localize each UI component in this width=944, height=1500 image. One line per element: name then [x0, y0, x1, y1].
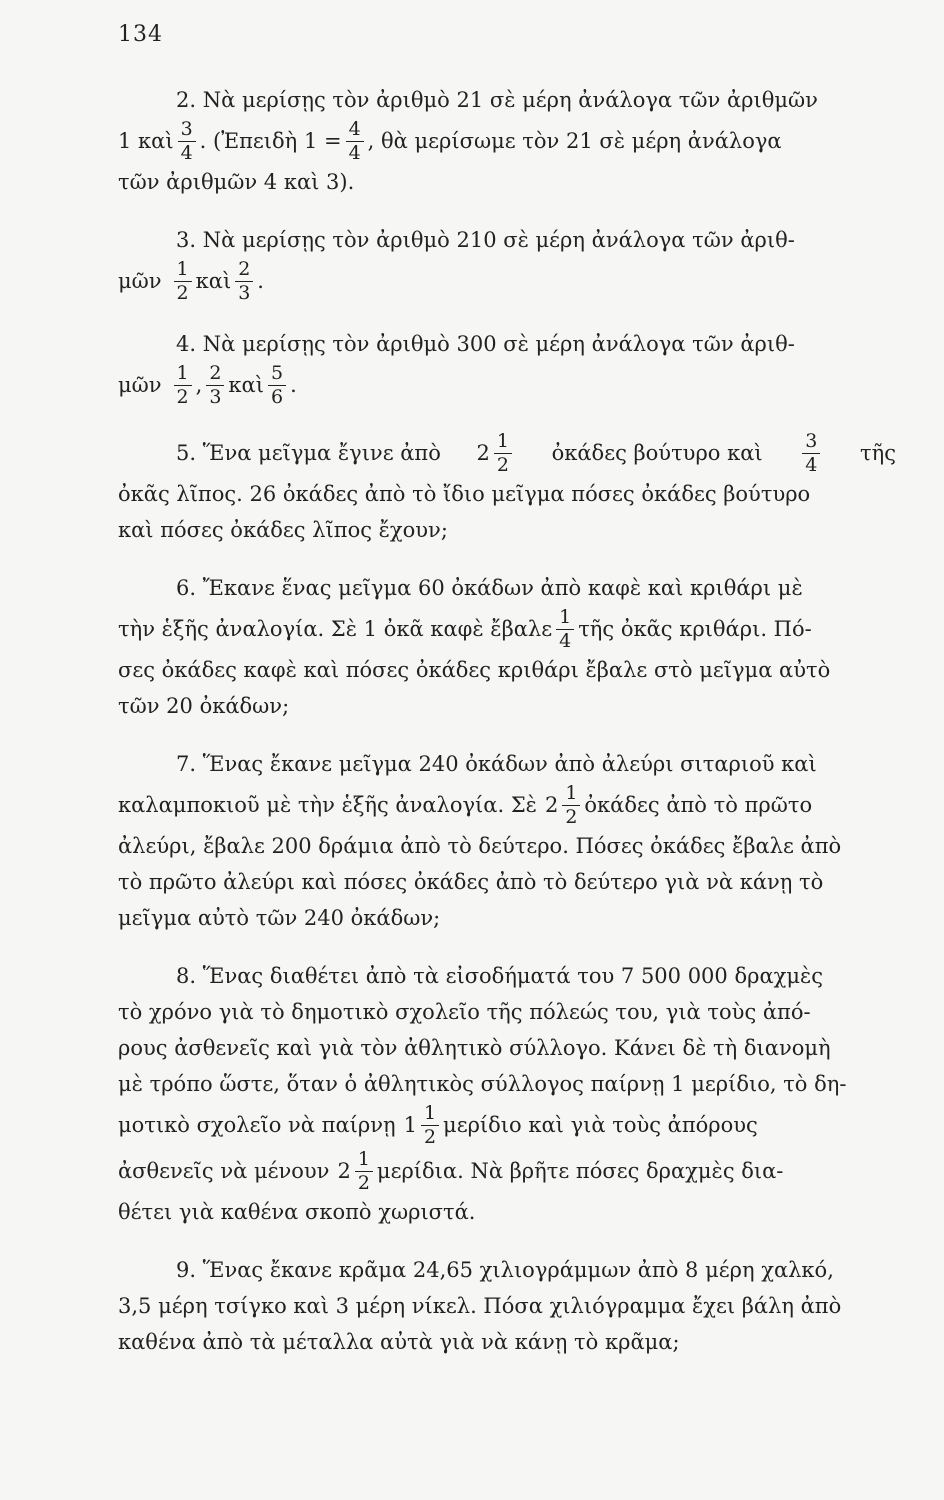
fraction: [562, 781, 580, 828]
text-line: 8. Ἕνας διαθέτει ἀπὸ τὰ εἰσοδήματά του 7 500 000 δραχμὲς: [176, 964, 824, 988]
fraction: [235, 257, 253, 304]
fraction-numerator: 3: [178, 120, 196, 142]
exercise-5: [118, 430, 896, 548]
fraction-numerator: 1: [494, 432, 512, 454]
fraction-denominator: 2: [176, 385, 189, 408]
text-fragment: , θὰ μερίσωμε τὸν 21 σὲ μέρη ἀνάλογα: [367, 129, 782, 153]
fraction: [174, 257, 192, 304]
fraction: [178, 117, 196, 164]
text-fragment: μῶν: [118, 269, 162, 293]
fraction-numerator: 1: [556, 608, 574, 630]
exercise-3: [118, 222, 896, 304]
text-fragment: ἀσθενεῖς νὰ μένουν: [118, 1159, 330, 1183]
text-line: τὸ πρῶτο ἀλεύρι καὶ πόσες ὀκάδες ἀπὸ τὸ δεύτερο γιὰ νὰ κάνῃ τὸ: [118, 870, 824, 894]
text-line: ὀκᾶς λῖπος. 26 ὀκάδες ἀπὸ τὸ ἴδιο μεῖγμα πόσες ὀκάδες βούτυρο: [118, 482, 811, 506]
fraction: [174, 361, 192, 408]
text-line: 2. Νὰ μερίσῃς τὸν ἀριθμὸ 21 σὲ μέρη ἀνάλογα τῶν ἀριθμῶν: [176, 88, 818, 112]
text-fragment: .: [257, 269, 264, 293]
fraction-denominator: 2: [176, 281, 189, 304]
fraction-numerator: 2: [206, 364, 224, 386]
page-body: [118, 82, 896, 1360]
fraction-numerator: 4: [346, 120, 364, 142]
text-line: 7. Ἕνας ἔκανε μεῖγμα 240 ὀκάδων ἀπὸ ἀλεύρι σιταριοῦ καὶ: [176, 752, 817, 776]
fraction-numerator: 1: [355, 1150, 373, 1172]
text-fragment: ὀκάδες ἀπὸ τὸ πρῶτο: [584, 793, 813, 817]
whole-part: 2: [337, 1159, 351, 1183]
text-fragment: . (Ἐπειδὴ 1 =: [199, 129, 342, 153]
exercise-8: [118, 958, 896, 1230]
text-line: [118, 782, 896, 828]
mixed-number: [476, 429, 516, 476]
fraction-numerator: 1: [421, 1104, 439, 1126]
fraction-denominator: 4: [348, 141, 361, 164]
text-line: 3. Νὰ μερίσῃς τὸν ἀριθμὸ 210 σὲ μέρη ἀνάλογα τῶν ἀριθ-: [176, 228, 795, 252]
text-line: τὸ χρόνο γιὰ τὸ δημοτικὸ σχολεῖο τῆς πόλεώς του, γιὰ τοὺς ἀπό-: [118, 1000, 811, 1024]
fraction-denominator: 3: [238, 281, 251, 304]
text-line: 6. Ἔκανε ἕνας μεῖγμα 60 ὀκάδων ἀπὸ καφὲ καὶ κριθάρι μὲ: [176, 576, 803, 600]
text-fragment: μερίδιο καὶ γιὰ τοὺς ἀπόρους: [443, 1113, 758, 1137]
text-fragment: .: [290, 373, 297, 397]
text-line: [118, 118, 896, 164]
whole-part: 2: [476, 441, 490, 465]
text-fragment: μερίδια. Νὰ βρῆτε πόσες δραχμὲς δια-: [376, 1159, 784, 1183]
text-fragment: τὴν ἑξῆς ἀναλογία. Σὲ 1 ὀκᾶ καφὲ ἔβαλε: [118, 617, 553, 641]
text-line: τῶν 20 ὀκάδων;: [118, 694, 290, 718]
fraction-denominator: 4: [180, 141, 193, 164]
text-line: θέτει γιὰ καθένα σκοπὸ χωριστά.: [118, 1200, 476, 1224]
fraction: [556, 605, 574, 652]
fraction-denominator: 4: [559, 629, 572, 652]
fraction-denominator: 2: [357, 1171, 370, 1194]
text-line: μεῖγμα αὐτὸ τῶν 240 ὀκάδων;: [118, 906, 441, 930]
exercise-6: [118, 570, 896, 724]
text-line: [118, 430, 896, 476]
whole-part: 1: [403, 1113, 417, 1137]
page-number: 134: [118, 22, 163, 47]
fraction-numerator: 1: [174, 260, 192, 282]
fraction: [346, 117, 364, 164]
exercise-9: [118, 1252, 896, 1360]
text-fragment: ,: [195, 373, 203, 397]
text-fragment: καλαμποκιοῦ μὲ τὴν ἑξῆς ἀναλογία. Σὲ: [118, 793, 537, 817]
text-fragment: μοτικὸ σχολεῖο νὰ παίρνῃ: [118, 1113, 396, 1137]
text-fragment: τῆς ὀκᾶς κριθάρι. Πό-: [578, 617, 812, 641]
fraction: [421, 1101, 439, 1148]
text-fragment: καὶ: [228, 373, 264, 397]
text-fragment: 5. Ἕνα μεῖγμα ἔγινε ἀπὸ: [176, 441, 441, 465]
fraction-numerator: 3: [802, 432, 820, 454]
text-fragment: 1 καὶ: [118, 129, 174, 153]
mixed-number: [544, 781, 584, 828]
text-line: [118, 1102, 896, 1148]
exercise-4: [118, 326, 896, 408]
text-fragment: τῆς: [860, 441, 896, 465]
exercise-7: [118, 746, 896, 936]
fraction-denominator: 6: [270, 385, 284, 408]
text-line: 4. Νὰ μερίσῃς τὸν ἀριθμὸ 300 σὲ μέρη ἀνάλογα τῶν ἀριθ-: [176, 332, 795, 356]
text-line: καὶ πόσες ὀκάδες λῖπος ἔχουν;: [118, 518, 448, 542]
text-line: 9. Ἕνας ἔκανε κρᾶμα 24,65 χιλιογράμμων ἀπὸ 8 μέρη χαλκό,: [176, 1258, 834, 1282]
text-line: μὲ τρόπο ὥστε, ὅταν ὁ ἀθλητικὸς σύλλογος παίρνῃ 1 μερίδιο, τὸ δη-: [118, 1072, 847, 1096]
text-line: 3,5 μέρη τσίγκο καὶ 3 μέρη νίκελ. Πόσα χιλιόγραμμα ἔχει βάλη ἀπὸ: [118, 1294, 842, 1318]
fraction: [355, 1147, 373, 1194]
fraction: [802, 429, 820, 476]
text-line: ρους ἀσθενεῖς καὶ γιὰ τὸν ἀθλητικὸ σύλλογο. Κάνει δὲ τὴ διανομὴ: [118, 1036, 831, 1060]
mixed-number: [403, 1101, 443, 1148]
text-line: τῶν ἀριθμῶν 4 καὶ 3).: [118, 170, 355, 194]
text-fragment: καὶ: [195, 269, 232, 293]
text-fragment: ὀκάδες βούτυρο καὶ: [551, 441, 763, 465]
fraction: [494, 429, 512, 476]
fraction: [268, 361, 286, 408]
fraction-denominator: 2: [423, 1125, 437, 1148]
fraction-denominator: 4: [805, 453, 818, 476]
fraction-denominator: 2: [565, 805, 578, 828]
mixed-number: [337, 1147, 376, 1194]
fraction-denominator: 2: [496, 453, 509, 476]
text-line: καθένα ἀπὸ τὰ μέταλλα αὐτὰ γιὰ νὰ κάνῃ τὸ κρᾶμα;: [118, 1330, 680, 1354]
text-line: [118, 362, 896, 408]
exercise-2: [118, 82, 896, 200]
text-line: [118, 258, 896, 304]
text-line: [118, 606, 896, 652]
text-line: [118, 1148, 896, 1194]
fraction: [206, 361, 224, 408]
text-line: σες ὀκάδες καφὲ καὶ πόσες ὀκάδες κριθάρι ἔβαλε στὸ μεῖγμα αὐτὸ: [118, 658, 831, 682]
text-fragment: μῶν: [118, 373, 162, 397]
text-line: ἀλεύρι, ἔβαλε 200 δράμια ἀπὸ τὸ δεύτερο. Πόσες ὀκάδες ἔβαλε ἀπὸ: [118, 834, 842, 858]
fraction-numerator: 5: [268, 364, 286, 386]
whole-part: 2: [544, 793, 559, 817]
fraction-numerator: 1: [174, 364, 192, 386]
fraction-denominator: 3: [209, 385, 222, 408]
fraction-numerator: 2: [235, 260, 253, 282]
fraction-numerator: 1: [562, 784, 580, 806]
